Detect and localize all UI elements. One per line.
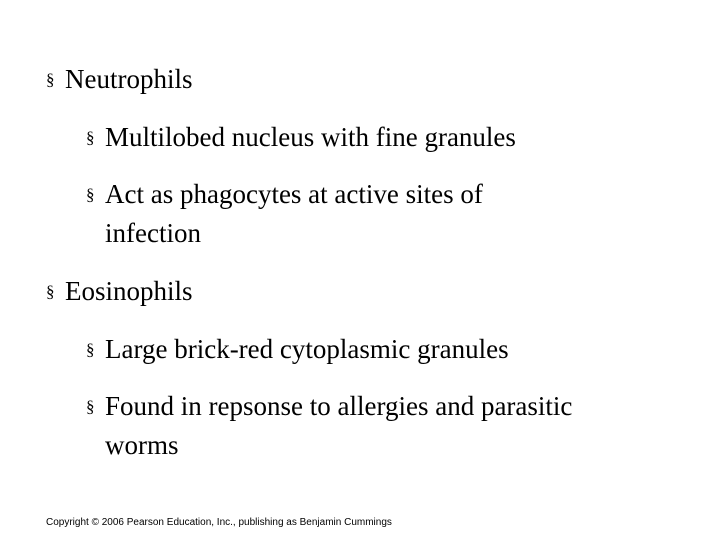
bullet-text: Neutrophils xyxy=(65,64,193,94)
bullet-marker: § xyxy=(46,282,55,301)
bullet-eosinophils xyxy=(46,272,193,311)
subbullet-text-continued: worms xyxy=(105,430,179,460)
subbullet-brick-red-granules xyxy=(86,330,509,369)
bullet-marker: § xyxy=(86,397,95,416)
bullet-marker: § xyxy=(86,340,95,359)
bullet-marker: § xyxy=(86,128,95,147)
subbullet-allergies xyxy=(86,387,572,464)
subbullet-text: Found in repsonse to allergies and parasitic xyxy=(105,391,573,421)
copyright-footer: Copyright © 2006 Pearson Education, Inc., publishing as Benjamin Cummings xyxy=(46,517,392,528)
subbullet-phagocytes xyxy=(86,175,483,252)
subbullet-multilobed-nucleus xyxy=(86,118,516,157)
subbullet-text-continued: infection xyxy=(105,218,201,248)
bullet-marker: § xyxy=(86,185,95,204)
subbullet-text: Large brick-red cytoplasmic granules xyxy=(105,334,509,364)
bullet-neutrophils xyxy=(46,60,193,99)
bullet-text: Eosinophils xyxy=(65,276,193,306)
bullet-marker: § xyxy=(46,70,55,89)
subbullet-text: Act as phagocytes at active sites of xyxy=(105,179,483,209)
subbullet-text: Multilobed nucleus with fine granules xyxy=(105,122,516,152)
